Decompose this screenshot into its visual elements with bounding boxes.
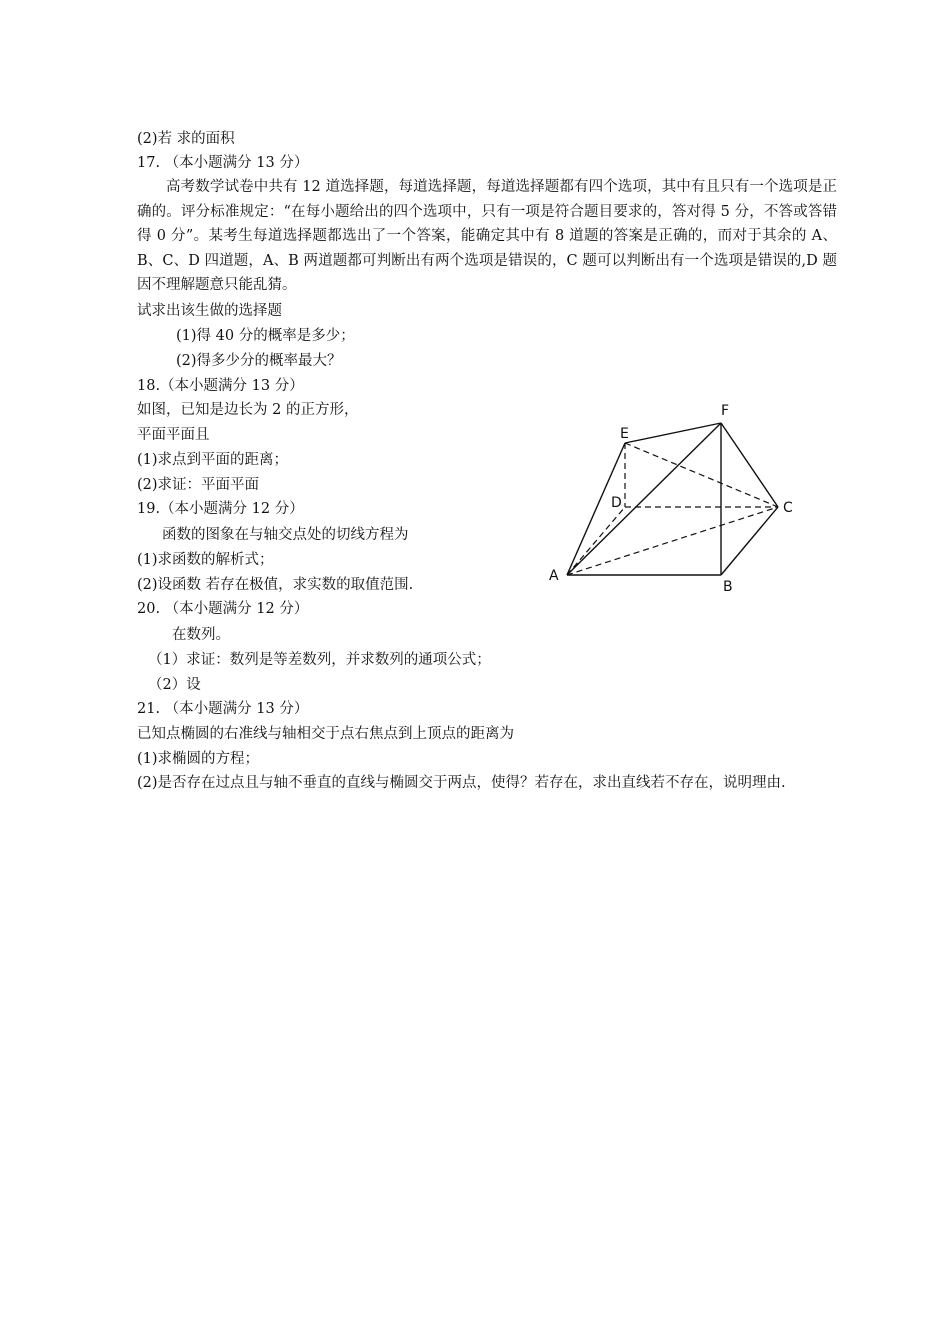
- label-D: D: [611, 495, 622, 511]
- q20-part2: （2）设: [148, 677, 201, 693]
- q21-body: 已知点椭圆的右准线与轴相交于点右焦点到上顶点的距离为: [137, 726, 514, 742]
- q18-line2: 平面平面且: [137, 427, 210, 443]
- q20-body: 在数列。: [172, 627, 230, 643]
- label-A: A: [549, 568, 559, 584]
- q20-part1: （1）求证：数列是等差数列，并求数列的通项公式；: [148, 652, 491, 668]
- edge-BC: [721, 507, 778, 575]
- label-F: F: [721, 403, 730, 419]
- geometry-figure: [540, 398, 800, 598]
- q21-header: 21. （本小题满分 13 分）: [137, 701, 309, 717]
- q18-line1: 如图，已知是边长为 2 的正方形，: [137, 402, 359, 418]
- q16-part2: (2)若 求的面积: [137, 131, 235, 147]
- q19-part1: (1)求函数的解析式；: [137, 552, 274, 568]
- q21-part2: (2)是否存在过点且与轴不垂直的直线与椭圆交于两点，使得？若存在，求出直线若不存在，说明理由.: [137, 775, 786, 791]
- q17-header: 17. （本小题满分 13 分）: [137, 155, 309, 171]
- q17-part2: (2)得多少分的概率最大？: [176, 353, 342, 369]
- q19-part2: (2)设函数 若存在极值，求实数的取值范围.: [137, 577, 414, 593]
- q21-part1: (1)求椭圆的方程；: [137, 751, 260, 767]
- q19-header: 19.（本小题满分 12 分）: [137, 501, 304, 517]
- edge-FC: [721, 423, 778, 507]
- label-C: C: [783, 500, 793, 516]
- q17-ask: 试求出该生做的选择题: [137, 303, 282, 319]
- label-B: B: [723, 579, 733, 595]
- q18-part2: (2)求证：平面平面: [137, 477, 260, 493]
- q17-part1: (1)得 40 分的概率是多少；: [176, 328, 355, 344]
- q19-body: 函数的图象在与轴交点处的切线方程为: [162, 527, 409, 543]
- q18-header: 18.（本小题满分 13 分）: [137, 378, 304, 394]
- q20-header: 20. （本小题满分 12 分）: [137, 601, 309, 617]
- edge-AF: [567, 423, 721, 575]
- q17-body: 高考数学试卷中共有 12 道选择题，每道选择题，每道选择题都有四个选项，其中有且只有一个选项是正确的。评分标准规定：“在每小题给出的四个选项中，只有一项是符合题目要求的，答对得 5 分，不答或答错得 0 分”。某考生每道选择题都选出了一个答案，能确定其中有 8 道题的答案是正确的，而对于其余的 A、B、C、D 四道题，A、B 两道题都可判断出有两个选项是错误的，C 题可以判断出有一个选项是错误的,D 题因不理解题意只能乱猜。: [137, 179, 837, 294]
- q18-part1: (1)求点到平面的距离；: [137, 452, 289, 468]
- label-E: E: [620, 426, 629, 442]
- edge-EC: [625, 443, 778, 507]
- edge-EF: [625, 423, 721, 443]
- edge-AC: [567, 507, 778, 575]
- edge-AD: [567, 507, 625, 575]
